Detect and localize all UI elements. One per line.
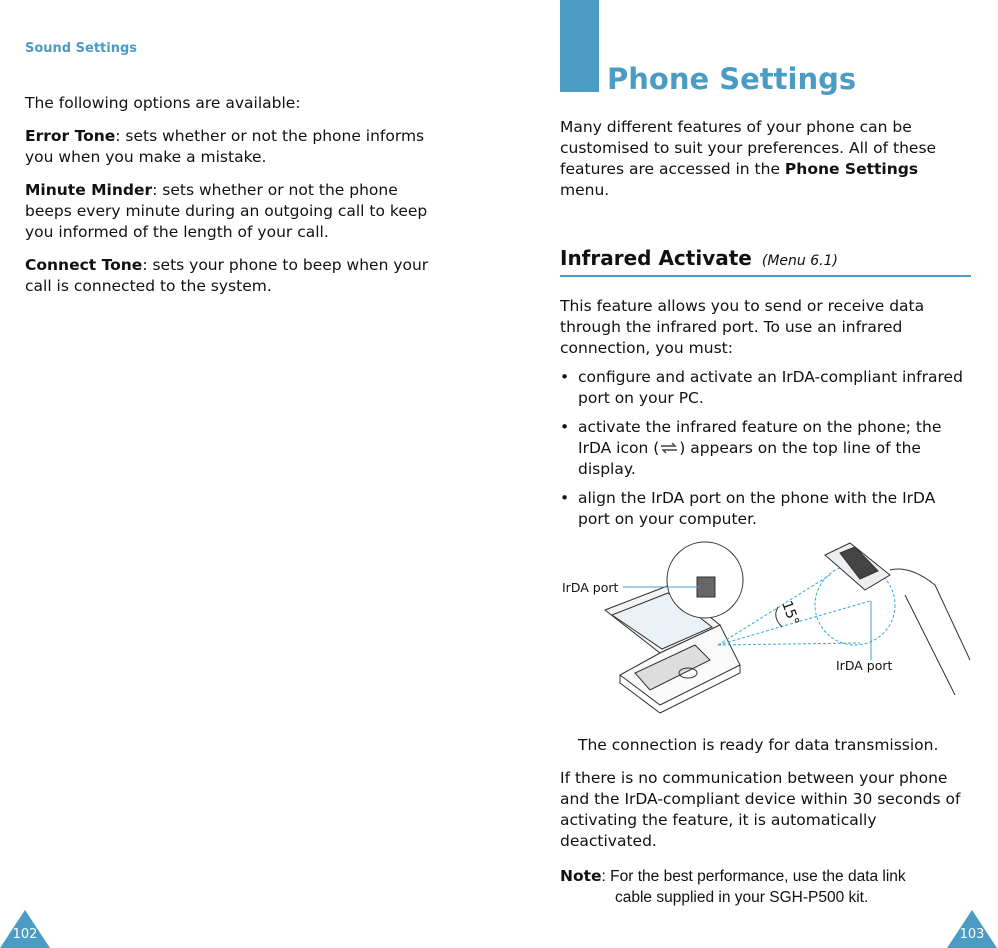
ready-text: The connection is ready for data transmission. (578, 736, 939, 754)
page-title: Phone Settings (607, 62, 857, 96)
left-body (25, 93, 445, 297)
note-text: : For the best performance, use the data link (601, 868, 906, 885)
irda-icon (659, 440, 679, 456)
bullet-item (560, 417, 972, 480)
bullet-list (560, 367, 972, 530)
pc-port-label: IrDA port (562, 580, 619, 595)
bullet-post: ) appears on the top line of the display. (578, 439, 921, 478)
section-header: Sound Settings (25, 41, 137, 56)
page-number: 102 (12, 927, 38, 942)
option-term: Connect Tone (25, 256, 143, 274)
phone-port-label: IrDA port (836, 658, 893, 673)
option-text: : sets whether or not the phone informs you when you make a mistake. (25, 127, 425, 166)
chapter-bar (560, 0, 599, 92)
note-text-2: cable supplied in your SGH-P500 kit. (615, 889, 869, 906)
section-heading (560, 248, 971, 277)
right-body (560, 296, 972, 538)
bullet-pre: activate the infrared feature on the phone; the IrDA icon ( (578, 418, 942, 457)
option-error-tone (25, 126, 445, 168)
option-term: Error Tone (25, 127, 116, 145)
intro-text (560, 117, 965, 201)
para2: If there is no communication between your phone and the IrDA-compliant device within 30 seconds of activating the feature, it is automatically deactivated. (560, 769, 961, 850)
menu-ref: (Menu 6.1) (761, 253, 838, 269)
page-number: 103 (959, 927, 985, 942)
intro-bold: Phone Settings (784, 160, 919, 178)
option-connect-tone (25, 255, 445, 297)
angle-label: 15° (778, 598, 802, 628)
option-text: : sets whether or not the phone beeps every minute during an outgoing call to keep you informed of the length of your call. (25, 181, 428, 241)
note (560, 866, 980, 908)
intro-post: menu. (560, 181, 610, 199)
bullet-item: • align the IrDA port on the phone with the IrDA port on your computer. (560, 488, 972, 530)
bullet-item: • configure and activate an IrDA-compliant infrared port on your PC. (560, 367, 972, 409)
option-text: : sets your phone to beep when your call is connected to the system. (25, 256, 429, 295)
note-label: Note (560, 867, 602, 885)
intro-pre: Many different features of your phone can be customised to suit your preferences. All of these features are accessed in the (560, 118, 937, 178)
irda-illustration (560, 535, 975, 720)
intro-text: The following options are available: (25, 94, 301, 112)
para1: This feature allows you to send or receive data through the infrared port. To use an infrared connection, you must: (560, 297, 925, 357)
heading-text: Infrared Activate (560, 246, 752, 270)
option-term: Minute Minder (25, 181, 153, 199)
laptop-drawing (605, 542, 743, 713)
option-minute-minder (25, 180, 445, 243)
